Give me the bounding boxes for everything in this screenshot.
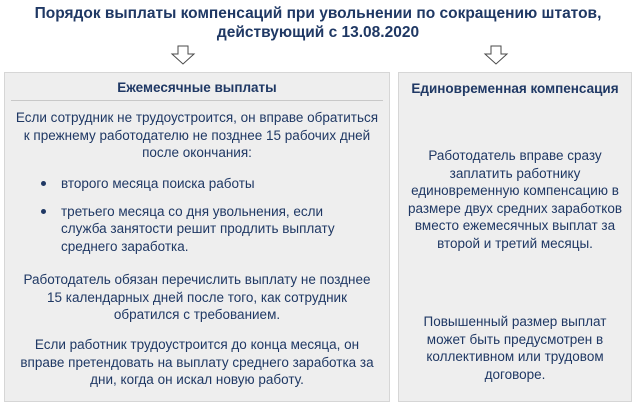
new-job-text: Если работник трудоустроится до конца месяца, он вправе претендовать на выплату среднего заработка за дни, когда он искал новую работу. [20, 337, 374, 387]
down-arrow-icon [483, 45, 509, 65]
lump-sum-box [398, 72, 632, 402]
monthly-payments-box [4, 72, 390, 402]
down-arrow-icon [170, 45, 196, 65]
title-line-2: действующий с 13.08.2020 [216, 24, 420, 41]
bullet-text: третьего месяца со дня увольнения, если служба занятости решит продлить выплату среднего заработка. [61, 203, 335, 254]
monthly-intro-text: Если сотрудник не трудоустроится, он вправе обратиться к прежнему работодателю не позднее 15 рабочих дней после окончания: [15, 110, 379, 160]
page-title [0, 4, 636, 42]
employer-duty-text: Работодатель обязан перечислить выплату не позднее 15 календарных дней после того, как сотрудник обратился с требованием. [23, 272, 371, 322]
bullet-text: второго месяца поиска работы [61, 176, 255, 191]
list-item [5, 175, 389, 193]
monthly-payments-heading: Ежемесячные выплаты [11, 79, 383, 101]
bullet-icon [41, 181, 46, 186]
lump-sum-text: Работодатель вправе сразу заплатить работнику единовременную компенсацию в размере двух средних заработков вместо ежемесячных выплат за второй и третий месяцы. [407, 148, 623, 251]
increased-payment-text: Повышенный размер выплат может быть предусмотрен в коллективном или трудовом договоре. [423, 314, 607, 382]
bullet-icon [41, 209, 46, 214]
list-item [5, 203, 389, 256]
title-line-1: Порядок выплаты компенсаций при увольнении по сокращению штатов, [34, 5, 602, 22]
lump-sum-heading: Единовременная компенсация [411, 81, 619, 96]
monthly-bullet-list [5, 175, 389, 265]
